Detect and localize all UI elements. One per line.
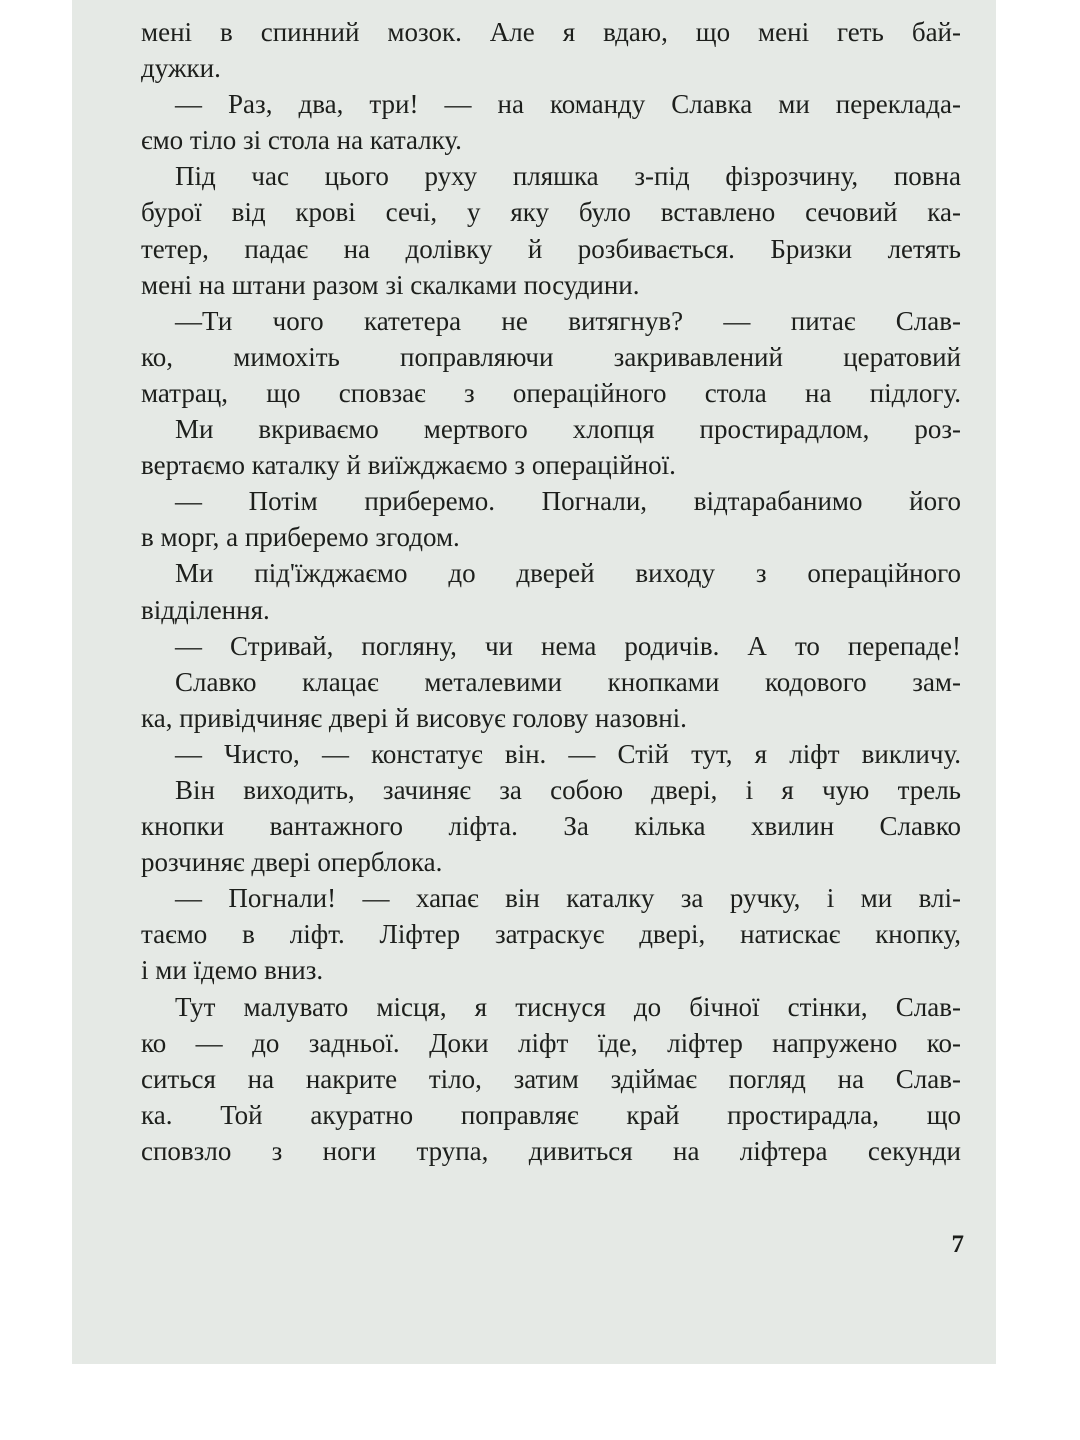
text-line: розчиняє двері оперблока.: [141, 847, 443, 878]
text-line: і ми їдемо вниз.: [141, 955, 324, 986]
text-line: в морг, а приберемо згодом.: [141, 522, 460, 553]
text-line: ситься на накрите тіло, затим здіймає погляд на Слав-: [141, 1063, 961, 1094]
text-line: — Потім приберемо. Погнали, відтарабанимо його: [175, 486, 961, 517]
text-line: — Чисто, — констатує він. — Стій тут, я ліфт викличу.: [175, 738, 961, 769]
text-line: ка. Той акуратно поправляє край простирадла, що: [141, 1099, 961, 1130]
page-text: [141, 14, 961, 1169]
text-line: — Погнали! — хапає він каталку за ручку, і ми влі-: [175, 883, 961, 914]
text-line: — Раз, два, три! — на команду Славка ми переклада-: [175, 89, 961, 120]
text-line: Славко клацає металевими кнопками кодового зам-: [175, 666, 961, 697]
page-number: 7: [951, 1231, 964, 1258]
text-line: ко, мимохіть поправляючи закривавлений цератовий: [141, 341, 961, 372]
text-line: відділення.: [141, 594, 270, 625]
text-line: Під час цього руху пляшка з-під фізрозчину, повна: [175, 161, 961, 192]
text-line: Ми під'їжджаємо до дверей виходу з операційного: [175, 558, 961, 589]
text-line: сповзло з ноги трупа, дивиться на ліфтера секунди: [141, 1135, 961, 1166]
text-line: Ми вкриваємо мертвого хлопця простирадлом, роз-: [175, 414, 961, 445]
text-line: вертаємо каталку й виїжджаємо з операційної.: [141, 450, 676, 481]
text-line: таємо в ліфт. Ліфтер затраскує двері, натискає кнопку,: [141, 919, 961, 950]
book-page: [72, 0, 996, 1364]
text-line: матрац, що сповзає з операційного стола на підлогу.: [141, 377, 961, 408]
text-line: Він виходить, зачиняє за собою двері, і я чую трель: [175, 774, 961, 805]
text-line: мені в спинний мозок. Але я вдаю, що мені геть бай-: [141, 17, 961, 47]
text-line: ємо тіло зі стола на каталку.: [141, 125, 462, 156]
text-line: бурої від крові сечі, у яку було вставлено сечовий ка-: [141, 197, 961, 228]
text-line: мені на штани разом зі скалками посудини.: [141, 269, 640, 300]
text-line: Тут малувато місця, я тиснуся до бічної стінки, Слав-: [175, 991, 961, 1022]
text-line: — Стривай, погляну, чи нема родичів. А то перепаде!: [175, 630, 961, 661]
text-line: кнопки вантажного ліфта. За кілька хвилин Славко: [141, 811, 961, 842]
text-line: тетер, падає на долівку й розбивається. Бризки летять: [141, 233, 961, 264]
text-line: —Ти чого катетера не витягнув? — питає Слав-: [175, 305, 961, 336]
text-line: дужки.: [141, 53, 221, 84]
text-line: ка, привідчиняє двері й висовує голову назовні.: [141, 702, 687, 733]
text-line: ко — до задньої. Доки ліфт їде, ліфтер напружено ко-: [141, 1027, 961, 1058]
